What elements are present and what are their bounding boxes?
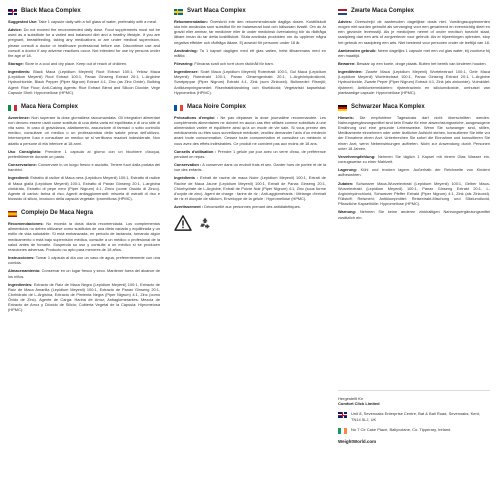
column-right	[338, 8, 490, 229]
recycle-icon	[198, 216, 212, 230]
netherlands-flag-icon	[338, 9, 347, 15]
website-link[interactable]: WeightWorld.com	[338, 439, 377, 445]
uk-flag-icon	[338, 412, 347, 418]
column-left	[8, 8, 160, 322]
section-title: Maca Nera Complex	[21, 103, 79, 110]
section-title: Svart Maca Complex	[187, 8, 246, 14]
section-dutch: Zwarte Maca Complex Advies: Overschrijd de aanbevolen dagelijkse dosis niet. Voedingssupplementen mogen niet worden gebruikt als vervanging voor een gevarieerd en evenwichtig dieet en een gezonde levensstijl. Als je medicijnen neemt of onder medisch toezicht staat, raadpleeg dan een arts of zorgverlener voor gebruik. Als er bijwerkingen optreden, stop het gebruik en raadpleeg een arts. Niet bestemd voor personen onder de leeftijd van 18. Aanbevolen gebruik: Neem dagelijks 1 capsule met een vol glas water, bij voorkeur bij een maaltijd. Bewaren: Bewaar op een koele, droge plaats. Buiten het bereik van kinderen houden. Ingrediënten: Zwarte Maca (Lepidium Meyenii) Wortelextract 100:1, Gele Maca (Lepidium Meyenii) Wortelextract 100:1, Panax Ginseng Extract 20:1, L-Arginine Hydrochloride, Zwarte Peper (Piper Nigrum) Extract 4:1, Zink (als zinkoxide). Vulmiddel: rijstmeel; Antiklontermiddelen: rijstextractmix en siliciumdioxide, omhulsel van plantaardige capsule: Hypromellose (HPMC).	[338, 8, 490, 95]
uk-address: Unit 8, Sevenoaks Enterprise Centre, Bat & Ball Road, Sevenoaks, Kent, TN14 5LJ, UK	[338, 411, 490, 422]
section-header	[174, 104, 326, 112]
section-french: Maca Noire Complex Précautions d'emploi : Ne pas dépasser la dose journalière recommandée. Les compléments alimentaires ne doivent en aucun cas être utilisés comme substituts à une alimentation variée et équilibrée ainsi qu'à un mode de vie sain. Si vous prenez des médicaments ou êtes sous surveillance médicale, veuillez demander l'avis d'un médecin avant toute consommation. Cessez toute consommation et consultez un médecin si vous avez des effets indésirables. Ce produit ne convient pas aux moins de 18 ans. Conseils d'utilisation : Prendre 1 gélule par jour avec un verre d'eau, de préférence pendant un repas. Conservation : A conserver dans un endroit frais et sec. Garder hors de portée et de la vue des enfants. Ingrédients : Extrait de racine de maca Noire (Lepidium Meyenii) 100:1, Extrait de Racine de Maca Jaune (Lepidium Meyenii) 100:1, Extrait de Panax Ginseng 20:1, Chlorhydrate de L-Arginine, Extrait de Poivre Noir (Piper Nigrum) 4:1, Zinc (sous forme d'oxyde de zinc). Agent de charge : farine de riz ; Anti-agglomérants : Mélange d'extrait de riz et dioxyde de silicium, Enveloppe de la gélule : Hypromellose (HPMC). Avertissement : Déconseillé aux personnes prenant des antidiabétiques.	[174, 104, 326, 231]
section-header	[338, 104, 490, 112]
section-swedish: Svart Maca Complex Rekommendation: Överskrid inte den rekommenderade dagliga dosen. Kosttillskott ska inte användas som substitut för en balanserad kost och hälsosam livsstil. Om du är gravid eller ammar, tar mediciner eller är under medicinsk övervakning bör du rådfråga läkare innan du tar detta kosttillskott. Sluta använda produkten om du upplever några negativa effekter och rådfråga läkare. Ej avsedd för personer under 18 år. Användning: Ta 1 kapsel dagligen med ett glas vatten, helst tillsammans med en måltid. Förvaring: Förvaras svalt och torrt utom räckhåll för barn. Ingredienser: Svart Maca (Lepidium Meyenii) Rotextrakt 100:1, Gul Maca (Lepidium Meyenii) Rotextrakt 100:1, Panax Ginsengextrakt 20:1, L-Argininhydroklorid, Svartpeppar (Piper Nigrum) Extrakt 4:1, Zink (som Zinkoxid). Bulkmedel: Rismjöl; Antiklumpningsmedel: Risextraktblandning och Kiseldioxid; Vegetariskt kapselskal: Hypromellos (HPMC).	[174, 8, 327, 95]
section-german: Schwarzer Maca Komplex Hinweis: Die empfohlene Tagesdosis darf nicht überschritten werden. Nahrungsergänzungsmittel sind kein Ersatz für eine abwechslungsreiche, ausgewogene Ernährung und eine gesunde Lebensweise. Wenn Sie schwanger sind, stillen, Medikamente einnehmen oder unter ärztlicher Aufsicht stehen, konsultieren Sie bitte vor der Einnahme einen Arzt. Unterbrechen Sie sofort die Einnahme und konsultieren Sie einen Arzt, wenn Nebenwirkungen auftreten. Nicht zur Anwendung durch Personen unter 18 Jahren. Verzehrempfehlung: Nehmen Sie täglich 1 Kapsel mit einem Glas Wasser ein, vorzugsweise zu einer Mahlzeit. Lagerung: Kühl und trocken lagern. Außerhalb der Reichweite von Kindern aufbewahren. Zutaten: Schwarzer Maca-Wurzelextrakt (Lepidium Meyenii) 100:1, Gelber Maca-Wurzelextrakt (Lepidium Meyenii) 100:1, Panax Ginseng Extrakt 20:1, L-Argininhydrochlorid, Schwarzer Pfeffer Extrakt (Piper Nigrum) 4:1, Zink (als Zinkoxid). Füllstoff: Reismehl; Antiklumpmittel: Reisextrakt-Mischung und Siliziumdioxid, Pflanzliche Kapselhülle: Hypromellose (HPMC). Warnung: Nehmen Sie keine anderen zinkhaltigen Nahrungsergänzungsmittel zusätzlich ein.	[338, 103, 490, 220]
section-header	[8, 210, 160, 218]
column-middle	[174, 8, 326, 240]
spain-flag-icon	[8, 211, 17, 217]
section-spanish: Complejo De Maca Negra Recomendaciones: No exceda la dosis diaria recomendada. Los complementos alimenticios no deben utilizarse como sustitutos de una dieta variada y equilibrada y un estilo de vida saludable. Si está embarazada, en periodo de lactancia, tomando algún medicamento o está bajo supervisión médica, consulte a un médico o profesional de la salud antes de tomarlo. Suspenda su uso y consulte a un médico si se producen reacciones adversas. Producto no apto para menores de 18 años. Instrucciones: Tomar 1 cápsula al día con un vaso de agua, preferentemente con una comida. Almacenamiento: Conservar en un lugar fresco y seco. Mantener fuera del alcance de los niños. Ingredientes: Extracto de Raíz de Maca Negra (Lepidium Meyenii) 100:1, Extracto de Raíz de Maca Amarilla (Lepidium Meyenii) 100:1, Extracto de Panax Ginseng 20:1, Clorhidrato de L-Arginina, Extracto de Pimienta Negra (Piper Nigrum) 4:1, Zinc (como Óxido de Zinc). Agente de Carga: Harina de Arroz; Antiaglomerantes: Mezcla de Extracto de Arroz y Dióxido de Silicio; Cubierta Vegetal de la Cápsula: Hipromelosa (HPMC).	[8, 210, 160, 313]
uk-flag-icon	[8, 9, 17, 15]
section-italian: Maca Nera Complex Avvertenze: Non superare la dose giornaliera raccomandata. Gli integratori alimentari non devono essere usati come sostituto di una dieta varia ed equilibrata e di uno stile di vita sano. In caso di gravidanza, allattamento, assunzione di farmaci o sotto controllo medico, consultare un medico o un professionista della salute prima dell'utilizzo. Interrompere l'uso e consultare un medico se si verificano reazioni indesiderate. Non adatto a persone di età inferiore ai 18 anni. Uso Consigliato: Prendere 1 capsula al giorno con un bicchiere d'acqua, preferibilmente durante un pasto. Conservazione: Conservare in un luogo fresco e asciutto. Tenere fuori dalla portata dei bambini. Ingredienti: Estratto di radice di Maca nera (Lepidium Meyenii) 100:1, Estratto di radice di Maca gialla (Lepidium Meyenii) 100:1, Estratto di Panax Ginseng 20:1, L-arginina cloridrato, Estratto di pepe nero (Piper Nigrum) 4:1, Zinco (come Ossido di Zinco). Agente di carica: farina di riso; Agenti antiagglomeranti: miscela di estratti di riso e biossido di silicio, involucro della capsula vegetale: Ipromellosa (HPMC).	[8, 103, 160, 202]
divider	[338, 390, 490, 391]
section-title: Black Maca Complex	[21, 8, 81, 14]
warning-triangle-icon	[174, 215, 192, 231]
section-header	[8, 104, 160, 112]
section-title: Complejo De Maca Negra	[21, 210, 94, 217]
italy-flag-icon	[8, 105, 17, 111]
section-english: Black Maca Complex Suggested Use: Take 1 capsule daily with a full glass of water, preferably with a meal. Advice: Do not exceed the recommended daily dose. Food supplements must not be used as a substitute for a varied and balanced diet and a healthy lifestyle. If you are pregnant, breastfeeding, taking any medications or are under medical supervision, please consult a doctor or healthcare professional before use. Discontinue use and consult a doctor if any adverse reactions occur. Not intended for use by persons under the age of 18. Storage: Store in a cool and dry place. Keep out of reach of children. Ingredients: Black Maca (Lepidium Meyenii) Root Extract 100:1, Yellow Maca (Lepidium Meyenii) Root Extract 100:1, Panax Ginseng Extract 20:1, L-Arginine Hydrochloride, Black Pepper (Piper Nigrum) Extract 4:1, Zinc (as Zinc Oxide). Bulking Agent: Rice Flour; Anti-Caking Agents: Rice Extract Blend and Silicon Dioxide; Vege Capsule Shell: Hypromellose (HPMC).	[8, 8, 160, 95]
ireland-flag-icon	[338, 428, 347, 434]
france-flag-icon	[174, 105, 183, 111]
section-title: Maca Noire Complex	[187, 103, 247, 110]
germany-flag-icon	[338, 105, 347, 111]
symbol-row	[174, 215, 326, 231]
section-header	[174, 8, 326, 16]
ie-address: No 7 Cir Cake Place, Ballyvolane, Co. Tipperary, Ireland	[338, 427, 490, 434]
section-title: Zwarte Maca Complex	[351, 8, 415, 14]
manufacturer-heading: Hergestellt für Comfort Click Limited	[338, 395, 380, 406]
section-title: Schwarzer Maca Komplex	[351, 103, 425, 110]
section-header	[8, 8, 160, 16]
section-header	[338, 8, 490, 16]
manufacturer-panel	[338, 385, 490, 445]
sweden-flag-icon	[174, 9, 183, 15]
